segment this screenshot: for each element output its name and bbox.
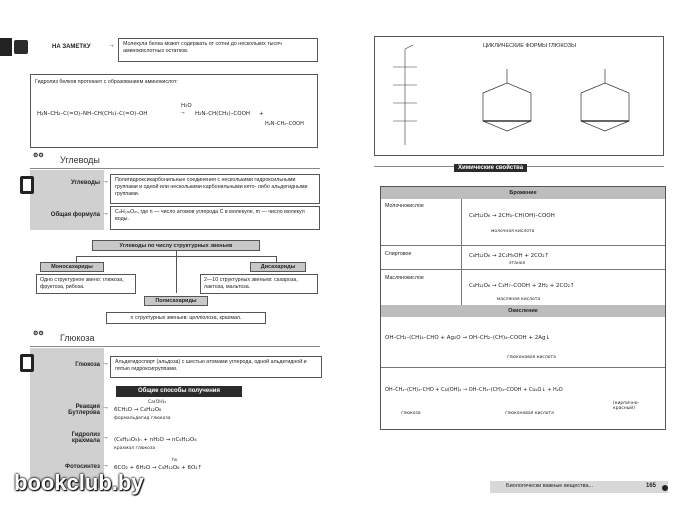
fermentation-title: Брожение	[381, 187, 665, 199]
ferm-eq-2: C₆H₁₂O₆ → C₃H₇–COOH + 2H₂ + 2CO₂↑	[469, 283, 575, 289]
ferm-sub-1: этанол	[509, 261, 526, 266]
hydrolysis-box	[30, 74, 318, 148]
page-number: 165	[646, 483, 657, 489]
carbs-arrow: →	[102, 178, 109, 185]
oxidation-title: Окисление	[381, 305, 665, 317]
method-eq-0: 6CH₂O → C₆H₁₂O₆	[114, 407, 162, 413]
right-page	[350, 0, 700, 514]
cyclic-box	[374, 36, 664, 156]
ferm-name-0: Молочнокислое	[385, 203, 424, 209]
section2-logo: ⚙⚙	[33, 331, 44, 337]
section2-title: Глюкоза	[60, 333, 95, 343]
book-icon-2	[20, 354, 34, 372]
hydrolysis-plus: +	[259, 111, 264, 117]
methods-title: Общие способы получения	[116, 386, 242, 397]
glucose-label: Глюкоза	[75, 362, 100, 368]
formula-text: CₙH₂ₘOₘ, где n — число атомов углерода С в молекуле, m — число молекул воды.	[110, 206, 320, 230]
method-sub-0: формальдегид глюкоза	[114, 416, 171, 421]
section2-rule	[30, 346, 320, 347]
method-label-0: Реакция Бутлерова	[68, 404, 100, 416]
method-cond-2: hν	[172, 458, 178, 463]
tree-line-h	[76, 256, 276, 257]
pyranose-ring-1	[483, 69, 531, 131]
note-arrow: →	[108, 42, 115, 49]
ferm-sub-0: молочная кислота	[491, 229, 535, 234]
carbs-text: Полигидроксикарбонильные соединения с несколькими гидроксильными группами и одной или несколькими карбонильными кето- либо альдегидными группами.	[110, 174, 320, 204]
footer-text: Биологически важные вещества...	[506, 483, 594, 489]
ferm-name-2: Маслянокислое	[385, 275, 424, 281]
method-eq-1: (C₆H₁₀O₅)ₙ + nH₂O → nC₆H₁₂O₆	[114, 437, 197, 443]
di-title: Дисахариды	[250, 262, 306, 272]
method-sub-1: крахмал глюкоза	[114, 446, 156, 451]
glucose-arrow: →	[102, 360, 109, 367]
method-cond-0: Ca(OH)₂	[148, 400, 167, 405]
poly-text: n структурных звеньев: целлюлоза, крахмал.	[106, 312, 266, 324]
open-chain-glucose	[393, 45, 417, 145]
section1-rule	[30, 168, 320, 169]
note-marker	[0, 38, 12, 56]
ferm-eq-1: C₆H₁₂O₆ → 2C₂H₅OH + 2CO₂↑	[469, 253, 550, 259]
hydrolysis-arrow: →	[179, 109, 186, 116]
section1-title: Углеводы	[60, 155, 100, 165]
method-arrow-2: →	[102, 462, 109, 469]
section1-logo: ⚙⚙	[33, 153, 44, 159]
glucose-text: Альдегидоспирт (альдоза) с шестью атомами углерода, одной альдегидной и пятью гидроксигруппами.	[110, 356, 322, 378]
poly-title: Полисахариды	[144, 296, 208, 306]
props-table	[380, 186, 666, 430]
chem-props-title: Химические свойства	[454, 164, 527, 172]
method-label-1: Гидролиз крахмала	[71, 432, 100, 444]
ox-eq-0: OH–CH₂–(CH)₄–CHO + Ag₂O → OH–CH₂–(CH)₄–COOH + 2Ag↓	[385, 335, 551, 341]
ox-right-sub-1: (кирпично-красный)	[613, 401, 640, 411]
pyranose-ring-2	[581, 69, 629, 131]
ox-sub-0: глюконовая кислота	[507, 355, 556, 360]
ox-eq-1: OH–CH₂–(CH)₄–CHO + Cu(OH)₂ → OH–CH₂–(CH)₄–COOH + Cu₂O↓ + H₂O	[385, 387, 563, 393]
ferm-sub-2: масляная кислота	[497, 297, 541, 302]
book-icon	[20, 176, 34, 194]
ox-sub-1: глюконовая кислота	[505, 411, 554, 416]
ferm-name-1: Спиртовое	[385, 251, 412, 257]
glucose-structures	[375, 37, 665, 157]
hydrolysis-right1: H₂N–CH(CH₃)–COOH	[195, 111, 251, 117]
hydrolysis-right2: H₂N–CH₂–COOH	[265, 121, 304, 127]
watermark: bookclub.by	[14, 470, 144, 495]
cyclic-title: ЦИКЛИЧЕСКИЕ ФОРМЫ ГЛЮКОЗЫ	[483, 43, 576, 49]
hydrolysis-reagent: H₂O	[181, 103, 192, 109]
method-label-2: Фотосинтез	[65, 464, 100, 470]
ox-left-sub-1: глюкоза	[401, 411, 421, 416]
mono-title: Моносахариды	[40, 262, 104, 272]
hydrolysis-intro: Гидролиз белков протекает с образованием аминокислот:	[35, 79, 178, 85]
note-icon	[14, 40, 28, 54]
formula-arrow: →	[102, 210, 109, 217]
hydrolysis-left: H₂N–CH₂–C(=O)–NH–CH(CH₃)–C(=O)–OH	[37, 111, 148, 117]
method-arrow-0: →	[102, 404, 109, 411]
page-dot	[662, 485, 668, 491]
ferm-eq-0: C₆H₁₂O₆ → 2CH₃–CH(OH)–COOH	[469, 213, 555, 219]
tree-line-v	[176, 251, 177, 293]
di-text: 2—10 структурных звеньев: сахароза, лактоза, мальтоза.	[200, 274, 318, 294]
note-text: Молекула белка может содержать от сотни до нескольких тысяч аминокислотных остатков.	[118, 38, 318, 62]
method-eq-2: 6CO₂ + 6H₂O → C₆H₁₂O₆ + 6O₂↑	[114, 465, 203, 471]
formula-label: Общая формула	[50, 212, 100, 218]
left-spine	[30, 170, 104, 230]
mono-text: Одно структурное звено: глюкоза, фруктоза, рибоза.	[36, 274, 136, 294]
note-label: НА ЗАМЕТКУ	[52, 44, 91, 50]
classif-title: Углеводы по числу структурных звеньев	[92, 240, 260, 251]
carbs-label: Углеводы	[70, 180, 100, 186]
method-arrow-1: →	[102, 434, 109, 441]
